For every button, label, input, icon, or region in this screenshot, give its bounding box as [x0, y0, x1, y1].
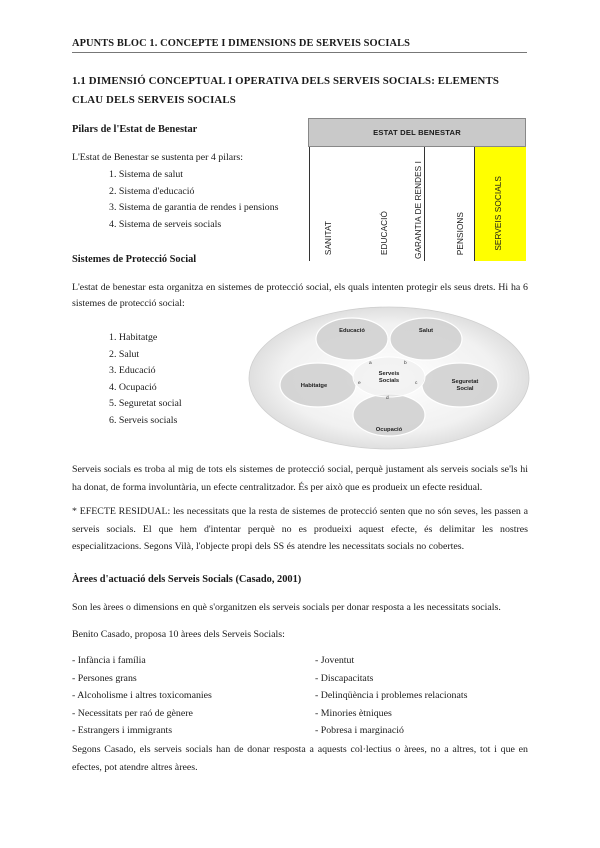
petal-label-ocupacio: Ocupació	[375, 427, 403, 433]
overlap-letter: b	[404, 361, 407, 366]
arees-paragraph-1: Son les àrees o dimensions en què s'organitzen els serveis socials per donar resposta a les necessitats socials.	[72, 602, 501, 613]
section-title: 1.1 DIMENSIÓ CONCEPTUAL I OPERATIVA DELS SERVEIS SOCIALS: ELEMENTS CLAU DELS SERVEIS SOCIALS	[72, 75, 500, 106]
estat-table-body	[308, 147, 526, 261]
list-item: 1. Sistema de salut	[109, 169, 184, 180]
sistemes-heading: Sistemes de Protecció Social	[72, 254, 197, 265]
arees-paragraph-3: Segons Casado, els serveis socials han de donar resposta a aquests col·lectius o àrees, no a altres, tot i que en efectes, pot atendre altres àrees.	[72, 744, 528, 773]
pilars-intro: L'Estat de Benestar se sustenta per 4 pilars:	[72, 152, 243, 163]
sistemes-paragraph: L'estat de benestar esta organitza en sistemes de protecció social, els quals intenten protegir els seus drets. Hi ha 6 sistemes de protecció social:	[72, 282, 528, 309]
list-item: - Minories ètniques	[315, 707, 392, 719]
overlap-letter: c	[415, 381, 418, 386]
list-item: 2. Salut	[109, 348, 140, 360]
arees-heading: Àrees d'actuació dels Serveis Socials (Casado, 2001)	[72, 574, 302, 585]
list-item: 3. Sistema de garantia de rendes i pensions	[109, 202, 279, 213]
paragraph-efecte-residual: * EFECTE RESIDUAL: les necessitats que la resta de sistemes de protecció senten que no són seves, les passen a serveis socials. El que hem d'intentar perquè no es produeixi aquest efecte, és delimitar les nostres especialitzacions. Segons Vilà, l'objecte propi dels SS és atendre les necessitats socials no cobertes.	[72, 506, 528, 552]
column-label-educacio: EDUCACIÓ	[380, 210, 389, 255]
list-item: - Estrangers i immigrants	[72, 725, 173, 736]
estat-benestar-table	[308, 118, 526, 261]
list-item: - Discapacitats	[315, 672, 374, 684]
header-rule	[72, 52, 527, 53]
column-label-garantia: GARANTIA DE RENDES I	[414, 161, 423, 259]
list-item: - Alcoholisme i altres toxicomanies	[72, 690, 212, 701]
arees-list-left	[72, 652, 212, 740]
petal-label-educacio: Educació	[339, 328, 365, 334]
protection-systems-diagram	[248, 306, 530, 450]
column-divider	[309, 147, 310, 261]
estat-table-title: ESTAT DEL BENESTAR	[308, 118, 526, 147]
list-item: 1. Habitatge	[109, 332, 158, 343]
list-item: - Joventut	[315, 655, 355, 666]
paragraph-serveis-socials: Serveis socials es troba al mig de tots els sistemes de protecció social, perquè justament als serveis socials se'ls hi ha donat, de forma involuntària, un efecte centralitzador. És per això que es produeix un efecte residual.	[72, 464, 528, 493]
pilars-heading: Pilars de l'Estat de Benestar	[72, 124, 198, 135]
list-item: - Delinqüència i problemes relacionats	[315, 690, 468, 701]
petal-label-salut: Salut	[418, 328, 434, 334]
petal-label-habitatge: Habitatge	[300, 383, 328, 389]
overlap-letter: a	[369, 361, 372, 366]
petal-label-seguretat-social: Seguretat Social	[451, 379, 479, 392]
column-label-pensions: PENSIONS	[456, 211, 465, 255]
column-divider	[474, 147, 475, 261]
arees-paragraph-2: Benito Casado, proposa 10 àrees dels Serveis Socials:	[72, 629, 285, 640]
arees-list-right	[315, 652, 467, 740]
list-item: - Necessitats per raó de gènere	[72, 707, 193, 719]
pilars-list	[109, 167, 278, 233]
list-item: 2. Sistema d'educació	[109, 185, 195, 197]
column-label-sanitat: SANITAT	[324, 220, 333, 255]
list-item: 4. Ocupació	[109, 381, 157, 393]
list-item: - Pobresa i marginació	[315, 725, 404, 736]
running-header: APUNTS BLOC 1. CONCEPTE I DIMENSIONS DE SERVEIS SOCIALS	[72, 38, 410, 49]
center-label-serveis-socials: Serveis Socials	[378, 371, 400, 384]
list-item: 5. Seguretat social	[109, 398, 182, 409]
list-item: 3. Educació	[109, 365, 156, 376]
column-divider	[424, 147, 425, 261]
column-label-serveis-socials: SERVEIS SOCIALS	[494, 176, 503, 251]
list-item: - Persones grans	[72, 672, 137, 684]
list-item: 6. Serveis socials	[109, 414, 178, 426]
list-item: 4. Sistema de serveis socials	[109, 218, 222, 230]
overlap-letter: d	[386, 396, 389, 401]
overlap-letter: e	[358, 381, 361, 386]
list-item: - Infància i família	[72, 655, 146, 666]
sistemes-list	[109, 330, 182, 429]
